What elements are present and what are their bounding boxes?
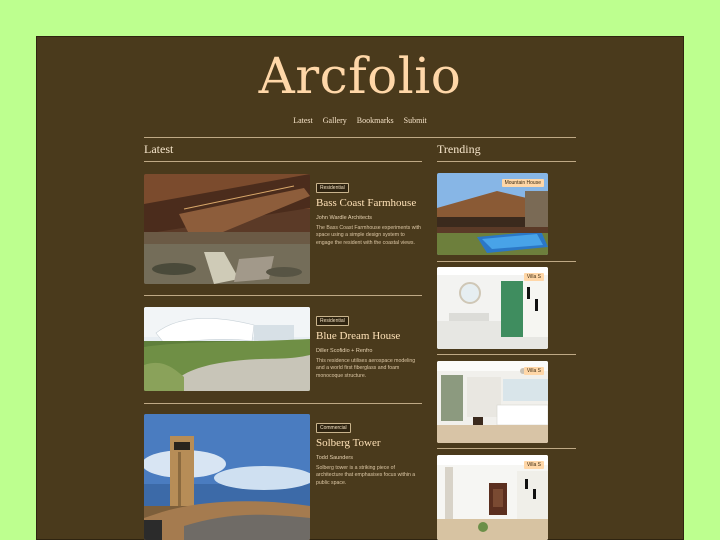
post-description: Solberg tower is a striking piece of architecture that emphasises focus within a public space. — [316, 465, 416, 486]
post-title[interactable]: Solberg Tower — [316, 437, 381, 449]
post-architect[interactable]: John Wardle Architects — [316, 215, 373, 221]
post-category-badge[interactable]: Residential — [316, 183, 349, 193]
post-description: The Bass Coast Farmhouse experiments with space using a simple design system to engage the resident with the coastal views. — [316, 225, 421, 246]
trending-divider — [437, 161, 576, 162]
nav-gallery[interactable]: Gallery — [322, 116, 347, 125]
section-title-trending: Trending — [437, 142, 481, 156]
trending-divider-3 — [437, 448, 576, 449]
solberg-tower-photo — [144, 414, 310, 540]
trending-card[interactable] — [437, 267, 548, 349]
post-info — [316, 174, 422, 247]
header-divider — [144, 137, 576, 138]
post-architect[interactable]: Diller Scofidio + Renfro — [316, 348, 373, 354]
trending-card[interactable] — [437, 455, 548, 540]
post-category-badge[interactable]: Commercial — [316, 423, 351, 433]
latest-divider — [144, 161, 422, 162]
post-card[interactable] — [144, 174, 422, 286]
trending-divider-1 — [437, 261, 576, 262]
section-title-latest: Latest — [144, 142, 174, 156]
trending-card[interactable] — [437, 173, 548, 255]
trending-label: Villa S — [524, 367, 544, 375]
post-info — [316, 414, 422, 487]
trending-label: Villa S — [524, 273, 544, 281]
post-description: This residence utilises aerospace modeling and a world first fiberglass and foam monocoque structure. — [316, 358, 416, 379]
nav-submit[interactable]: Submit — [403, 116, 427, 125]
post-title[interactable]: Blue Dream House — [316, 330, 401, 342]
post-info — [316, 307, 422, 380]
farmhouse-photo — [144, 174, 310, 284]
trending-divider-2 — [437, 354, 576, 355]
post-divider — [144, 295, 422, 296]
nav-latest[interactable]: Latest — [293, 116, 313, 125]
post-card[interactable] — [144, 307, 422, 393]
post-thumbnail[interactable] — [144, 174, 310, 284]
site-frame — [36, 36, 684, 540]
post-thumbnail[interactable] — [144, 307, 310, 391]
post-divider — [144, 403, 422, 404]
post-architect[interactable]: Todd Saunders — [316, 455, 353, 461]
post-thumbnail[interactable] — [144, 414, 310, 540]
post-category-badge[interactable]: Residential — [316, 316, 349, 326]
main-nav — [36, 116, 684, 125]
post-card[interactable] — [144, 414, 422, 540]
post-title[interactable]: Bass Coast Farmhouse — [316, 197, 417, 209]
blue-dream-house-photo — [144, 307, 310, 391]
nav-bookmarks[interactable]: Bookmarks — [356, 116, 394, 125]
trending-label: Villa S — [524, 461, 544, 469]
site-brand[interactable]: Arcfolio — [258, 47, 462, 105]
trending-card[interactable] — [437, 361, 548, 443]
trending-label: Mountain House — [502, 179, 544, 187]
